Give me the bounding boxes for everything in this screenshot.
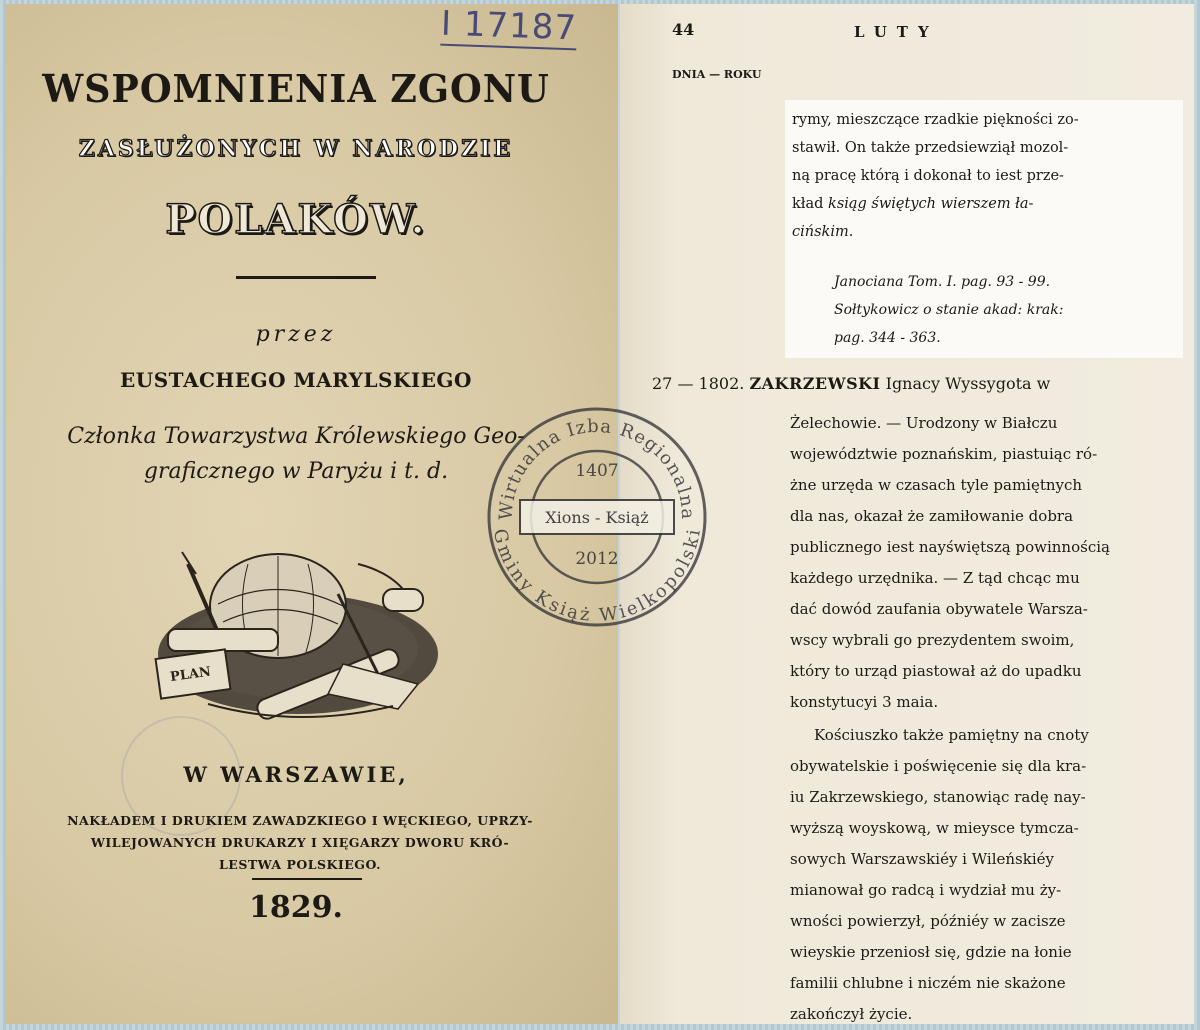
publisher-line-2: WILEJOWANYCH DRUKARZY I XIĘGARZY DWORU KRÓ- <box>90 835 510 850</box>
text-line: mianował go radcą i wydział mu ży- <box>790 881 1062 899</box>
title-line-1: WSPOMNIENIA ZGONU <box>42 66 550 111</box>
text-line: dla nas, okazał że zamiłowanie dobra <box>790 507 1074 525</box>
stamp-ring-text-bottom: Gminy Książ Wielkopolski <box>488 527 706 627</box>
text-line: sowych Warszawskiéy i Wileńskiéy <box>790 850 1054 868</box>
stamp-ring-text-top: Wirtualna Izba Regionalna <box>495 415 699 521</box>
previous-entry-text <box>792 106 1174 246</box>
text-line: żne urzęda w czasach tyle pamiętnych <box>790 476 1083 494</box>
text-line: rymy, mieszczące rzadkie piękności zo- <box>792 112 1079 128</box>
text-line: familii chlubne i niczém nie skażone <box>790 974 1066 992</box>
stamp-year-bottom: 2012 <box>575 549 619 569</box>
text-line: wieyskie przeniosł się, gdzie na łonie <box>790 943 1072 961</box>
text-line: cińskim. <box>792 224 854 240</box>
text-line: wyższą woyskową, w mieysce tymcza- <box>790 819 1079 837</box>
entry-paragraph-2 <box>790 720 1178 1024</box>
year-divider <box>252 878 362 880</box>
text-line: każdego urzędnika. — Z tąd chcąc mu <box>790 569 1080 587</box>
publisher-info <box>30 810 570 876</box>
publication-city: W WARSZAWIE, <box>183 762 409 787</box>
text-line: województwie poznańskim, piastuiąc ró- <box>790 445 1098 463</box>
affiliation-line-1: Członka Towarzystwa Królewskiego Geo- <box>67 424 525 449</box>
engraving-plan-label: PLAN <box>169 664 212 686</box>
engraving-still-life-image <box>148 534 438 729</box>
running-head: LUTY <box>854 23 939 41</box>
text-line: publicznego iest nayświętszą powinnością <box>790 538 1110 556</box>
publisher-line-3: LESTWA POLSKIEGO. <box>219 857 381 872</box>
title-line-2: ZASŁUŻONYCH W NARODZIE <box>78 136 514 162</box>
text-line: dać dowód zaufania obywatele Warsza- <box>790 600 1088 618</box>
text-line: stawił. On także przedsiewziął mozol- <box>792 140 1069 156</box>
references <box>834 268 1174 352</box>
text-line: kład ksiąg świętych wierszem ła- <box>792 196 1034 212</box>
entry-given-names: Ignacy Wyssygota w <box>880 374 1051 393</box>
text-line: iu Zakrzewskiego, stanowiąc radę nay- <box>790 788 1086 806</box>
by-line: przez <box>255 322 337 347</box>
text-line: wności powierzył, późniéy w zacisze <box>790 912 1066 930</box>
reference-line: Janociana Tom. I. pag. 93 - 99. <box>834 274 1051 290</box>
reference-line: Sołtykowicz o stanie akad: krak: <box>834 302 1064 318</box>
text-line: wscy wybrali go prezydentem swoim, <box>790 631 1075 649</box>
text-line: obywatelskie i poświęcenie się dla kra- <box>790 757 1087 775</box>
publisher-line-1: NAKŁADEM I DRUKIEM ZAWADZKIEGO I WĘCKIEGO, UPRZY- <box>67 813 533 828</box>
library-shelf-mark: I 17187 <box>440 4 578 49</box>
entry-date: 27 — 1802. <box>652 374 745 393</box>
title-line-3: POLAKÓW. <box>165 196 427 243</box>
title-divider <box>236 276 376 279</box>
text-line: zakończył życie. <box>790 1005 913 1023</box>
entry-surname: ZAKRZEWSKI <box>749 374 881 393</box>
publication-year: 1829. <box>249 890 343 925</box>
stamp-year-top: 1407 <box>575 461 619 481</box>
regional-chamber-stamp <box>484 404 710 630</box>
svg-text:Gminy Książ Wielkopolski <box>489 527 705 626</box>
text-line: konstytucyi 3 maia. <box>790 693 939 711</box>
stamp-center-text: Xions - Książ <box>545 508 649 527</box>
page-number: 44 <box>672 20 695 39</box>
entry-heading <box>652 374 1050 393</box>
affiliation-line-2: graficznego w Paryżu i t. d. <box>143 459 449 484</box>
entry-paragraph-1 <box>790 408 1178 718</box>
text-line: ną pracę którą i dokonał to iest prze- <box>792 168 1064 184</box>
text-line: Żelechowie. — Urodzony w Białczu <box>790 414 1058 432</box>
author-affiliation <box>56 419 536 489</box>
text-line: Kościuszko także pamiętny na cnoty <box>814 726 1089 744</box>
reference-line: pag. 344 - 363. <box>834 330 941 346</box>
column-head: DNIA — ROKU <box>672 68 762 81</box>
author-name: EUSTACHEGO MARYLSKIEGO <box>120 368 472 392</box>
text-line: który to urząd piastował aż do upadku <box>790 662 1082 680</box>
